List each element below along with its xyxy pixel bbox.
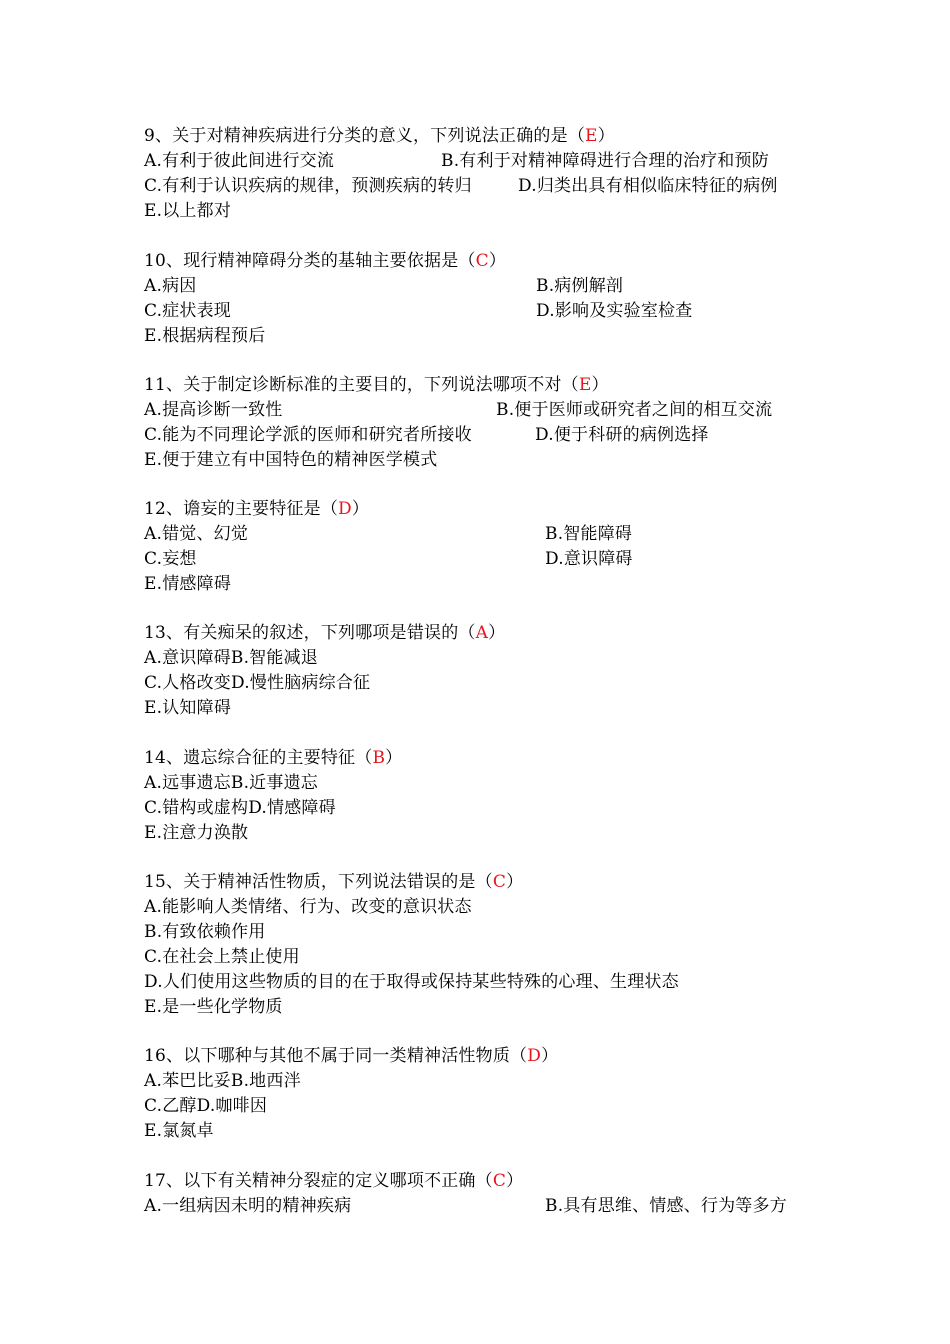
option-a: A.一组病因未明的精神疾病 xyxy=(144,1196,352,1216)
options-ab: A.意识障碍B.智能减退 xyxy=(144,648,318,668)
answer-letter: C xyxy=(475,251,489,271)
option-line xyxy=(144,771,824,796)
question-10 xyxy=(144,249,824,349)
question-14 xyxy=(144,746,824,846)
options-cd: C.乙醇D.咖啡因 xyxy=(144,1096,268,1116)
option-b: B.病例解剖 xyxy=(536,276,624,296)
option-line xyxy=(144,895,824,920)
option-line xyxy=(144,324,824,349)
option-a: A.有利于彼此间进行交流 xyxy=(144,151,335,171)
question-17 xyxy=(144,1169,824,1219)
option-line xyxy=(144,547,824,572)
option-line xyxy=(144,299,824,324)
answer-letter: D xyxy=(527,1046,542,1066)
option-e: E.便于建立有中国特色的精神医学模式 xyxy=(144,450,438,470)
question-13 xyxy=(144,621,824,721)
question-stem: 17、以下有关精神分裂症的定义哪项不正确（C） xyxy=(144,1171,524,1191)
options-ab: A.远事遗忘B.近事遗忘 xyxy=(144,773,318,793)
option-line xyxy=(144,572,824,597)
option-line xyxy=(144,920,824,945)
option-line xyxy=(144,522,824,547)
option-d: D.便于科研的病例选择 xyxy=(535,425,709,445)
question-stem: 16、以下哪种与其他不属于同一类精神活性物质（D） xyxy=(144,1046,559,1066)
question-16 xyxy=(144,1044,824,1144)
option-d: D.归类出具有相似临床特征的病例 xyxy=(518,176,778,196)
answer-letter: C xyxy=(492,1171,507,1191)
question-stem: 9、关于对精神疾病进行分类的意义，下列说法正确的是（E） xyxy=(144,126,615,146)
option-b: B.具有思维、情感、行为等多方 xyxy=(545,1196,787,1216)
option-e: E.根据病程预后 xyxy=(144,326,266,346)
option-c: C.有利于认识疾病的规律，预测疾病的转归 xyxy=(144,176,472,196)
option-line xyxy=(144,1194,824,1219)
option-line xyxy=(144,423,824,448)
option-line xyxy=(144,274,824,299)
question-stem: 10、现行精神障碍分类的基轴主要依据是（C） xyxy=(144,251,507,271)
option-b: B.便于医师或研究者之间的相互交流 xyxy=(496,400,773,420)
option-a: A.病因 xyxy=(144,276,197,296)
option-line xyxy=(144,970,824,995)
answer-letter: D xyxy=(338,499,352,519)
option-e: E.氯氮卓 xyxy=(144,1121,214,1141)
answer-letter: B xyxy=(372,748,386,768)
option-e: E.是一些化学物质 xyxy=(144,997,283,1017)
option-d: D.人们使用这些物质的目的在于取得或保持某些特殊的心理、生理状态 xyxy=(144,972,679,992)
option-b: B.有致依赖作用 xyxy=(144,922,266,942)
option-line xyxy=(144,199,824,224)
options-cd: C.人格改变D.慢性脑病综合征 xyxy=(144,673,371,693)
option-line xyxy=(144,646,824,671)
option-line xyxy=(144,1119,824,1144)
option-e: E.注意力涣散 xyxy=(144,823,249,843)
answer-letter: E xyxy=(578,375,592,395)
option-line xyxy=(144,174,824,199)
option-line xyxy=(144,1094,824,1119)
option-c: C.能为不同理论学派的医师和研究者所接收 xyxy=(144,425,472,445)
answer-letter: C xyxy=(492,872,507,892)
option-a: A.提高诊断一致性 xyxy=(144,400,283,420)
question-stem: 14、遗忘综合征的主要特征（B） xyxy=(144,748,403,768)
option-b: B.智能障碍 xyxy=(545,524,633,544)
option-d: D.意识障碍 xyxy=(545,549,633,569)
option-a: A.错觉、幻觉 xyxy=(144,524,249,544)
option-a: A.能影响人类情绪、行为、改变的意识状态 xyxy=(144,897,472,917)
answer-letter: A xyxy=(475,623,489,643)
option-line xyxy=(144,945,824,970)
option-b: B.有利于对精神障碍进行合理的治疗和预防 xyxy=(441,151,769,171)
question-9 xyxy=(144,124,824,224)
question-stem: 13、有关痴呆的叙述，下列哪项是错误的（A） xyxy=(144,623,506,643)
question-11 xyxy=(144,373,824,473)
option-line xyxy=(144,821,824,846)
question-12 xyxy=(144,497,824,597)
option-e: E.以上都对 xyxy=(144,201,232,221)
question-stem: 15、关于精神活性物质，下列说法错误的是（C） xyxy=(144,872,524,892)
option-line xyxy=(144,671,824,696)
options-cd: C.错构或虚构D.情感障碍 xyxy=(144,798,336,818)
option-d: D.影响及实验室检查 xyxy=(536,301,693,321)
question-stem: 12、谵妄的主要特征是（D） xyxy=(144,499,370,519)
options-ab: A.苯巴比妥B.地西泮 xyxy=(144,1071,301,1091)
option-e: E.认知障碍 xyxy=(144,698,232,718)
answer-letter: E xyxy=(585,126,598,146)
option-c: C.症状表现 xyxy=(144,301,232,321)
option-line xyxy=(144,398,824,423)
option-line xyxy=(144,149,824,174)
option-c: C.妄想 xyxy=(144,549,197,569)
option-line xyxy=(144,796,824,821)
option-c: C.在社会上禁止使用 xyxy=(144,947,300,967)
option-line xyxy=(144,995,824,1020)
question-15 xyxy=(144,870,824,1020)
option-line xyxy=(144,1069,824,1094)
option-e: E.情感障碍 xyxy=(144,574,232,594)
option-line xyxy=(144,448,824,473)
question-stem: 11、关于制定诊断标准的主要目的，下列说法哪项不对（E） xyxy=(144,375,609,395)
option-line xyxy=(144,696,824,721)
